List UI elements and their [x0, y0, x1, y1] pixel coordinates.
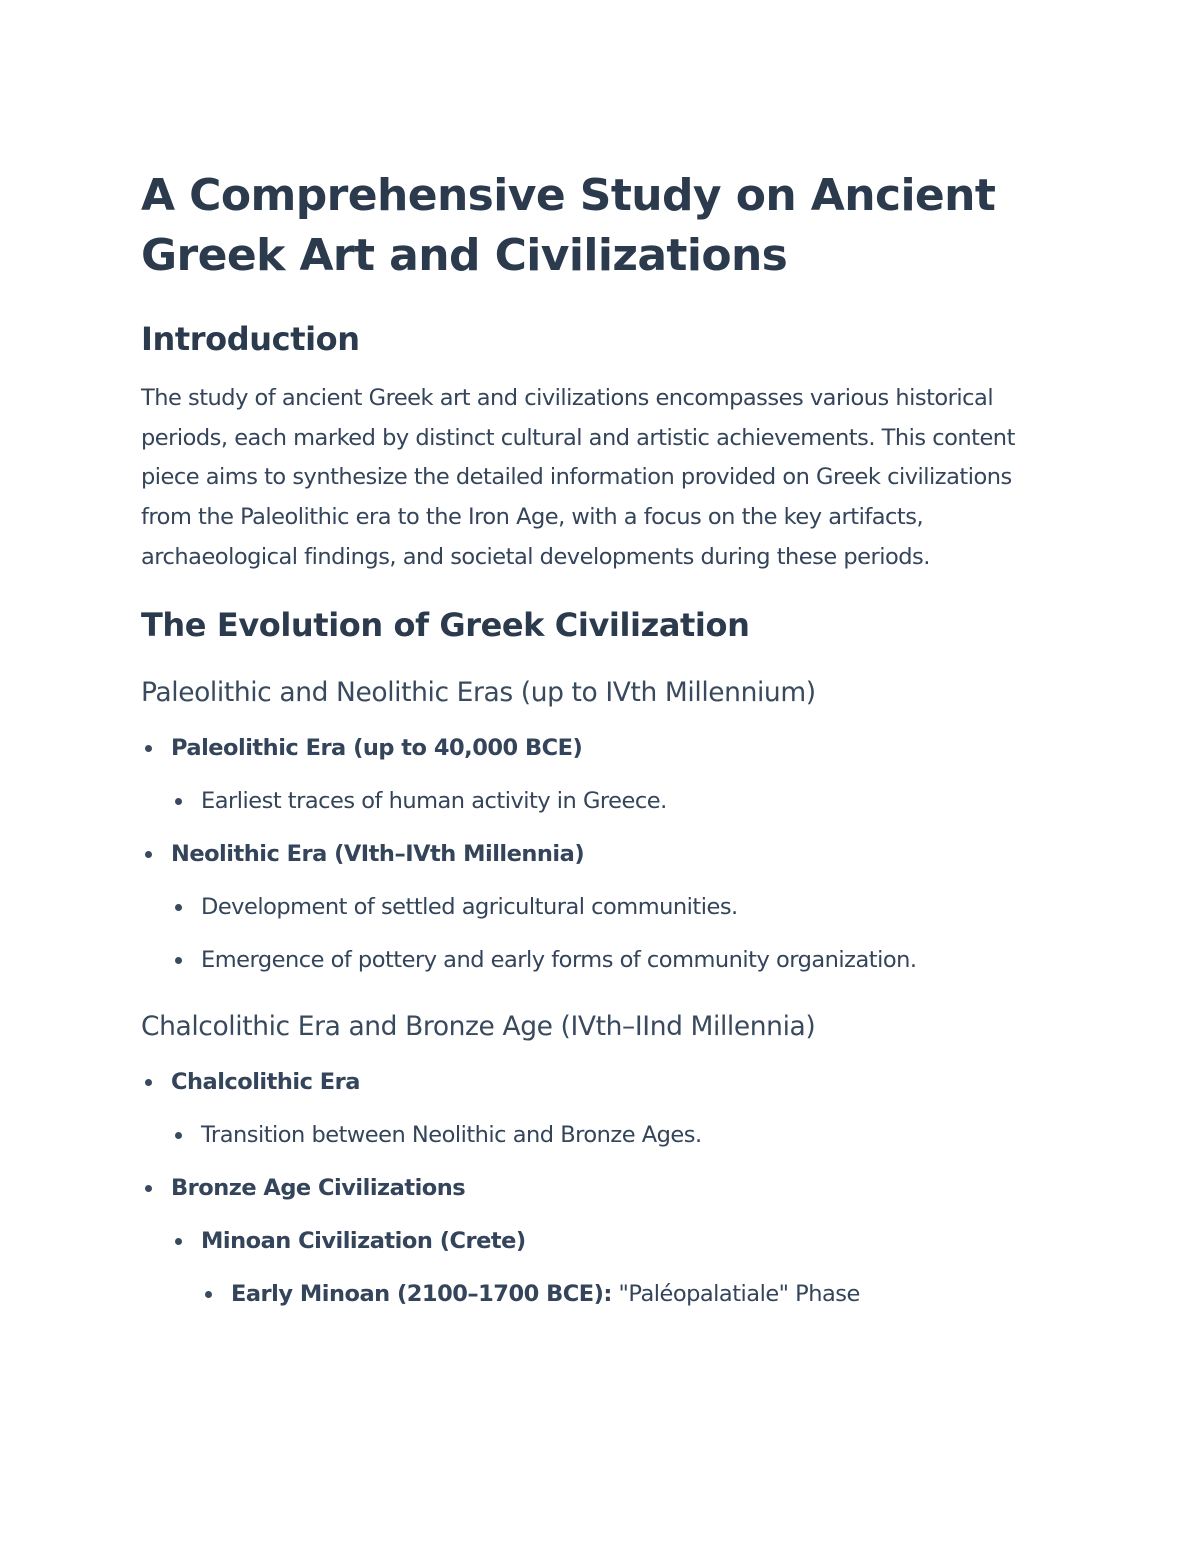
list-item: Emergence of pottery and early forms of community organization. — [201, 945, 1061, 975]
list-item: Earliest traces of human activity in Greece. — [201, 786, 1061, 816]
sub-list — [201, 1226, 1061, 1309]
list-item-label: Neolithic Era (VIth–IVth Millennia) — [171, 840, 585, 867]
introduction-heading: Introduction — [141, 320, 360, 358]
list-item-label: Early Minoan (2100–1700 BCE): — [231, 1280, 612, 1307]
list-item — [171, 733, 1061, 816]
list-item-label: Chalcolithic Era — [171, 1068, 360, 1095]
list-item-label: Bronze Age Civilizations — [171, 1174, 466, 1201]
list-item — [171, 1067, 1061, 1150]
section-heading-chalcolithic-bronze: Chalcolithic Era and Bronze Age (IVth–IInd Millennia) — [141, 1010, 816, 1042]
document-page — [141, 166, 1061, 1309]
sub-list — [201, 786, 1061, 816]
list-item — [201, 1226, 1061, 1309]
list-item-label: Paleolithic Era (up to 40,000 BCE) — [171, 734, 583, 761]
section-heading-paleolithic-neolithic: Paleolithic and Neolithic Eras (up to IVth Millennium) — [141, 676, 816, 708]
list-paleolithic-neolithic — [171, 733, 1061, 975]
evolution-heading: The Evolution of Greek Civilization — [141, 605, 750, 644]
document-title: A Comprehensive Study on Ancient Greek Art and Civilizations — [141, 170, 996, 281]
list-item: Transition between Neolithic and Bronze Ages. — [201, 1120, 1061, 1150]
list-item — [231, 1279, 1061, 1309]
sub-list — [201, 1120, 1061, 1150]
list-chalcolithic-bronze — [171, 1067, 1061, 1309]
list-item — [171, 1173, 1061, 1309]
sub-list — [201, 892, 1061, 975]
list-item — [171, 839, 1061, 975]
list-item-text: "Paléopalatiale" Phase — [611, 1280, 860, 1307]
list-item: Development of settled agricultural communities. — [201, 892, 1061, 922]
sub-sub-list — [231, 1279, 1061, 1309]
list-item-label: Minoan Civilization (Crete) — [201, 1227, 526, 1254]
introduction-paragraph: The study of ancient Greek art and civilizations encompasses various historical periods, each marked by distinct cultural and artistic achievements. This content piece aims to synthesize the detailed information provided on Greek civilizations from the Paleolithic era to the Iron Age, with a focus on the key artifacts, archaeological findings, and societal developments during these periods. — [141, 385, 1015, 570]
